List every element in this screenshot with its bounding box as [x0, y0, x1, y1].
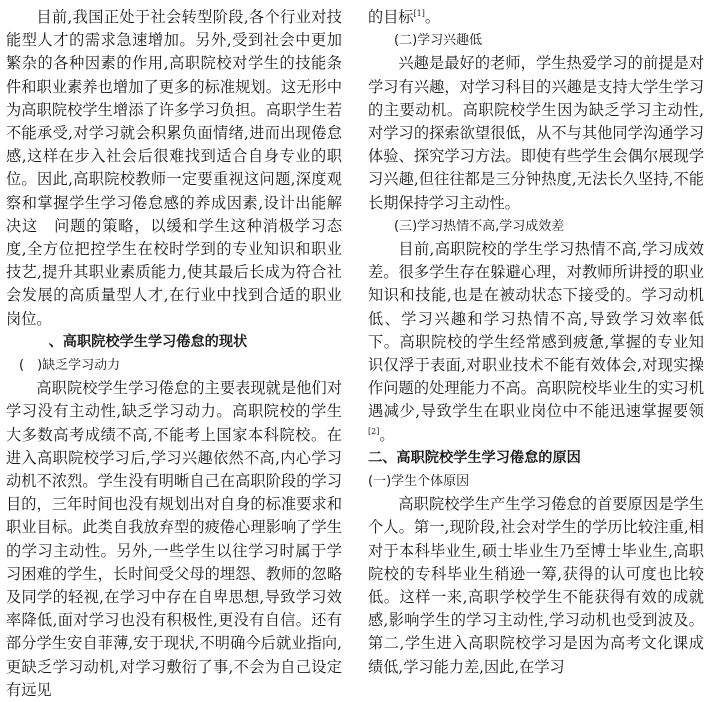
reference-mark: [2] [368, 426, 380, 436]
low-enthusiasm-paragraph [368, 238, 704, 447]
section-heading-causes: 二、高职院校学生学习倦怠的原因 [368, 449, 581, 466]
subheading-individual-causes: (一)学生个体原因 [368, 474, 470, 490]
subheading-low-enthusiasm: (三)学习热情不高,学习成效差 [394, 218, 565, 234]
left-column [6, 6, 342, 702]
continued-text-body: 的目标 [368, 8, 414, 26]
low-interest-paragraph: 兴趣是最好的老师，学生热爱学习的前提是对学习有兴趣，对学习科目的兴趣是支持大学生学习的主要动机。高职院校学生因为缺乏学习主动性,对学习的探索欲望很低，从不与其他同学沟通学习体验、探究学习方法。即使有些学生会偶尔展现学习兴趣,但往往都是三分钟热度,无法长久坚持,不能长期保持学习主动性。 [368, 54, 704, 212]
section-heading-status: 、高职院校学生学习倦怠的现状 [48, 333, 248, 350]
subheading-low-interest: (二)学习兴趣低 [394, 33, 483, 49]
right-column [368, 6, 704, 679]
intro-paragraph: 目前,我国正处于社会转型阶段,各个行业对技能型人才的需求急速增加。另外,受到社会中更加繁杂的各种因素的作用,高职院校对学生的技能条件和职业素养也增加了更多的标准规划。这无形中为高职院校学生增添了许多学习负担。高职学生若不能承受,对学习就会积累负面情绪,进而出现倦怠感,这样在步入社会后很难找到适合自身专业的职位。因此,高职院校教师一定要重视这问题,深度观察和掌握学生学习倦怠感的养成因素,设计出能解决这 问题的策略，以缓和学生这种消极学习态度,全方位把控学生在校时学到的专业知识和职业技艺,提升其职业素质能力,使其最后长成为符合社会发展的高质量型人才,在行业中找到合适的职业岗位。 [6, 8, 342, 328]
low-enthusiasm-end: 。 [379, 425, 395, 444]
reference-mark: [1] [413, 8, 425, 18]
lack-motivation-paragraph: 高职院校学生学习倦怠的主要表现就是他们对学习没有主动性,缺乏学习动力。高职院校的学生大多数高考成绩不高,不能考上国家本科院校。在进入高职院校学习后,学习兴趣依然不高,内心学习动机不浓烈。学生没有明晰自己在高职阶段的学习目的，三年时间也没有规划出对自身的标准要求和职业目标。此类自我放弃型的疲倦心理影响了学生的学习主动性。另外,一些学生以往学习时属于学习困难的学生，长时间受父母的埋怨、教师的忽略及同学的轻视,在学习中存在自卑思想,导致学习效率降低,面对学习也没有积极性,更没有自信。还有部分学生安自菲薄,安于现状,不明确今后就业指向,更缺乏学习动机,对学习敷衍了事,不会为自己设定有远见 [6, 379, 342, 699]
subheading-lack-motivation [6, 354, 342, 377]
subheading-number: ( ) [19, 358, 43, 374]
individual-causes-paragraph: 高职院校学生产生学习倦怠的首要原因是学生个人。第一,现阶段,社会对学生的学历比较注重,相对于本科毕业生,硕士毕业生乃至博士毕业生,高职院校的专科毕业生稍逊一筹,获得的认可度也比较低。这样一来,高职学校学生不能获得有效的成就感,影响学生的学习主动性,学习动机也受到波及。第二,学生进入高职院校学习是因为高考文化课成绩低,学习能力差,因此,在学习 [368, 495, 704, 676]
low-enthusiasm-body: 目前,高职院校的学生学习热情不高,学习成效差。很多学生存在躲避心理，对教师所讲授的职业知识和技能,也是在被动状态下接受的。学习动机低、学习兴趣和学习热情不高,导致学习效率低下。高职院校的学生经常感到疲惫,掌握的专业知识仅浮于表面,对职业技术不能有效体会,对现实操作问题的处理能力不高。高职院校毕业生的实习机遇减少,导致学生在职业岗位中不能迅速掌握要领 [368, 240, 704, 421]
continued-text [368, 6, 704, 29]
continued-text-end: 。 [424, 8, 441, 26]
subheading-text: 缺乏学习动力 [42, 358, 121, 374]
